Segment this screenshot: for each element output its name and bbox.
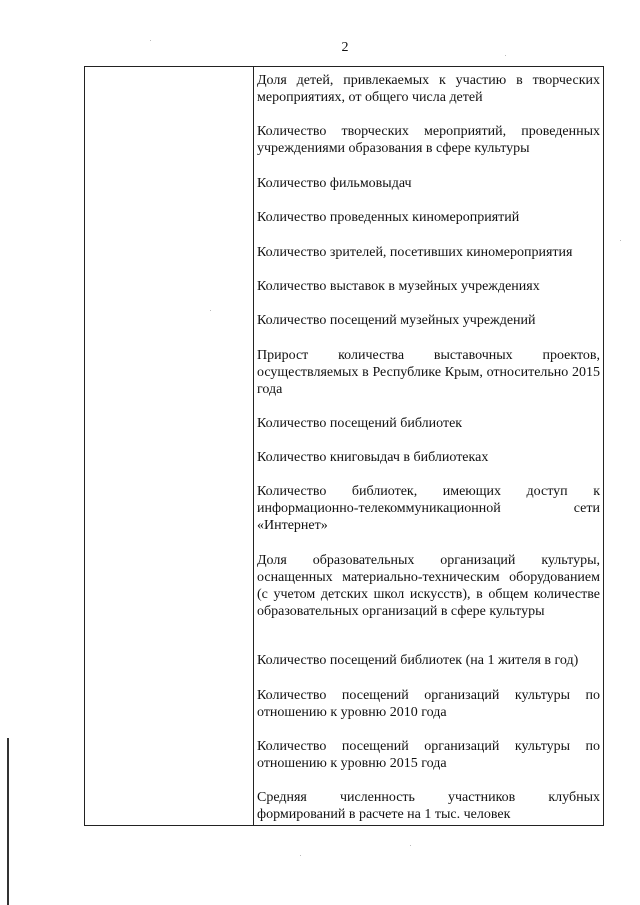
- indicator-item: Количество посещений библиотек: [257, 416, 463, 431]
- indicator-item: Количество фильмовыдач: [257, 176, 412, 191]
- scan-speck: [150, 40, 151, 41]
- indicator-item: Количество выставок в музейных учреждениях: [257, 279, 540, 294]
- indicator-item: Количество творческих мероприятий, проведенных учреждениями образования в сфере культуры: [257, 124, 600, 156]
- scan-edge-mark: [7, 738, 9, 905]
- table-right-cell: [254, 67, 603, 825]
- scan-speck: [300, 855, 301, 856]
- indicator-item: Количество посещений библиотек (на 1 жителя в год): [257, 653, 579, 668]
- scan-speck: [410, 845, 411, 846]
- indicator-item: Количество посещений музейных учреждений: [257, 313, 536, 328]
- indicator-item: Доля образовательных организаций культуры, оснащенных материально-техническим оборудованием (с учетом детских школ искусств), в общем количестве образовательных организаций в сфере культуры: [257, 553, 600, 619]
- indicator-item: Прирост количества выставочных проектов, осуществляемых в Республике Крым, относительно 2015 года: [257, 348, 600, 397]
- indicator-item: Количество проведенных киномероприятий: [257, 210, 520, 225]
- indicator-item: Количество книговыдач в библиотеках: [257, 450, 489, 465]
- indicator-item: Количество посещений организаций культуры по отношению к уровню 2015 года: [257, 739, 600, 771]
- indicator-item: Количество посещений организаций культуры по отношению к уровню 2010 года: [257, 688, 600, 720]
- indicator-item: Доля детей, привлекаемых к участию в творческих мероприятиях, от общего числа детей: [257, 73, 600, 105]
- table-left-cell: [85, 67, 254, 825]
- indicators-table: [84, 66, 604, 826]
- indicator-item: Количество зрителей, посетивших киномероприятия: [257, 245, 573, 260]
- indicator-item: Количество библиотек, имеющих доступ к информационно-телекоммуникационной сети «Интернет»: [257, 484, 600, 533]
- scan-speck: [505, 55, 506, 56]
- scan-speck: [620, 240, 621, 241]
- scan-speck: [210, 310, 211, 311]
- indicator-item: Средняя численность участников клубных формирований в расчете на 1 тыс. человек: [257, 790, 600, 822]
- page-number: 2: [341, 40, 349, 55]
